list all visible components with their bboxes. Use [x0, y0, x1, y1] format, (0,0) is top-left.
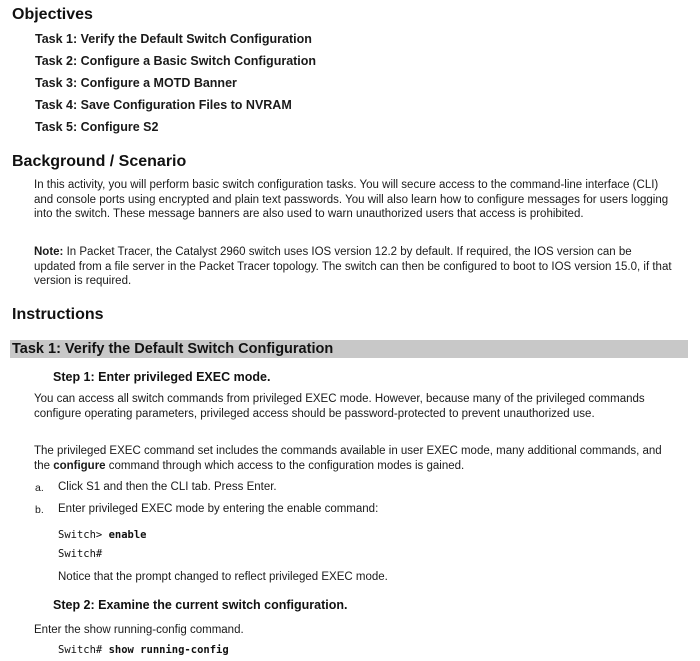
- list-item-b-marker: b.: [35, 504, 44, 516]
- task1-section-title: Task 1: Verify the Default Switch Configuration: [12, 341, 334, 357]
- background-paragraph: In this activity, you will perform basic switch configuration tasks. You will secure access to the command-line interface (CLI) and console ports using encrypted and plain text passwords. You will also learn how to configure messages for users logging into the switch. These message banners are also used to warn unauthorized users that access is prohibited.: [34, 179, 669, 220]
- objectives-heading: Objectives: [12, 6, 93, 23]
- background-note: [34, 245, 674, 289]
- list-item-b: Enter privileged EXEC mode by entering the enable command:: [58, 503, 379, 515]
- note-text: In Packet Tracer, the Catalyst 2960 switch uses IOS version 12.2 by default. If required, the IOS version can be updated from a file server in the Packet Tracer topology. The switch can then be configured to boot to IOS version 15.0, if that version is required.: [34, 246, 672, 287]
- code-line-prompt: Switch#: [58, 548, 103, 560]
- step1-title: Step 1: Enter privileged EXEC mode.: [53, 370, 271, 384]
- objective-task-1: Task 1: Verify the Default Switch Configuration: [35, 32, 312, 46]
- notice-text: Notice that the prompt changed to reflect privileged EXEC mode.: [58, 571, 388, 583]
- step1-paragraph-1: You can access all switch commands from privileged EXEC mode. However, because many of the privileged commands configure operating parameters, privileged access should be password-protected to prevent unauthorized use.: [34, 393, 645, 420]
- objective-task-4: Task 4: Save Configuration Files to NVRAM: [35, 98, 292, 112]
- note-label: Note:: [34, 246, 64, 258]
- background-heading: Background / Scenario: [12, 153, 187, 170]
- configure-command: configure: [53, 459, 106, 472]
- step1-paragraph-2: [34, 444, 674, 473]
- objective-task-3: Task 3: Configure a MOTD Banner: [35, 76, 237, 90]
- step2-title: Step 2: Examine the current switch configuration.: [53, 598, 348, 612]
- objective-task-5: Task 5: Configure S2: [35, 120, 159, 134]
- step2-paragraph: Enter the show running-config command.: [34, 624, 244, 636]
- task1-section-bar: [10, 340, 688, 358]
- code-command-enable: enable: [108, 529, 147, 541]
- code-prompt: Switch>: [58, 529, 109, 541]
- code-command-show-run: show running-config: [108, 644, 229, 656]
- step1-paragraph-2-end: command through which access to the configuration modes is gained.: [105, 459, 465, 472]
- objective-task-2: Task 2: Configure a Basic Switch Configuration: [35, 54, 317, 68]
- instructions-heading: Instructions: [12, 306, 104, 323]
- code-prompt-2: Switch#: [58, 644, 109, 656]
- list-item-a: Click S1 and then the CLI tab. Press Enter.: [58, 481, 277, 493]
- step1-paragraph-2-start: The privileged EXEC command set includes the commands available in user EXEC mode, many additional commands, and the: [34, 445, 662, 472]
- code-line-show-run: [58, 644, 229, 656]
- list-item-a-marker: a.: [35, 482, 44, 494]
- code-line-enable: [58, 529, 147, 541]
